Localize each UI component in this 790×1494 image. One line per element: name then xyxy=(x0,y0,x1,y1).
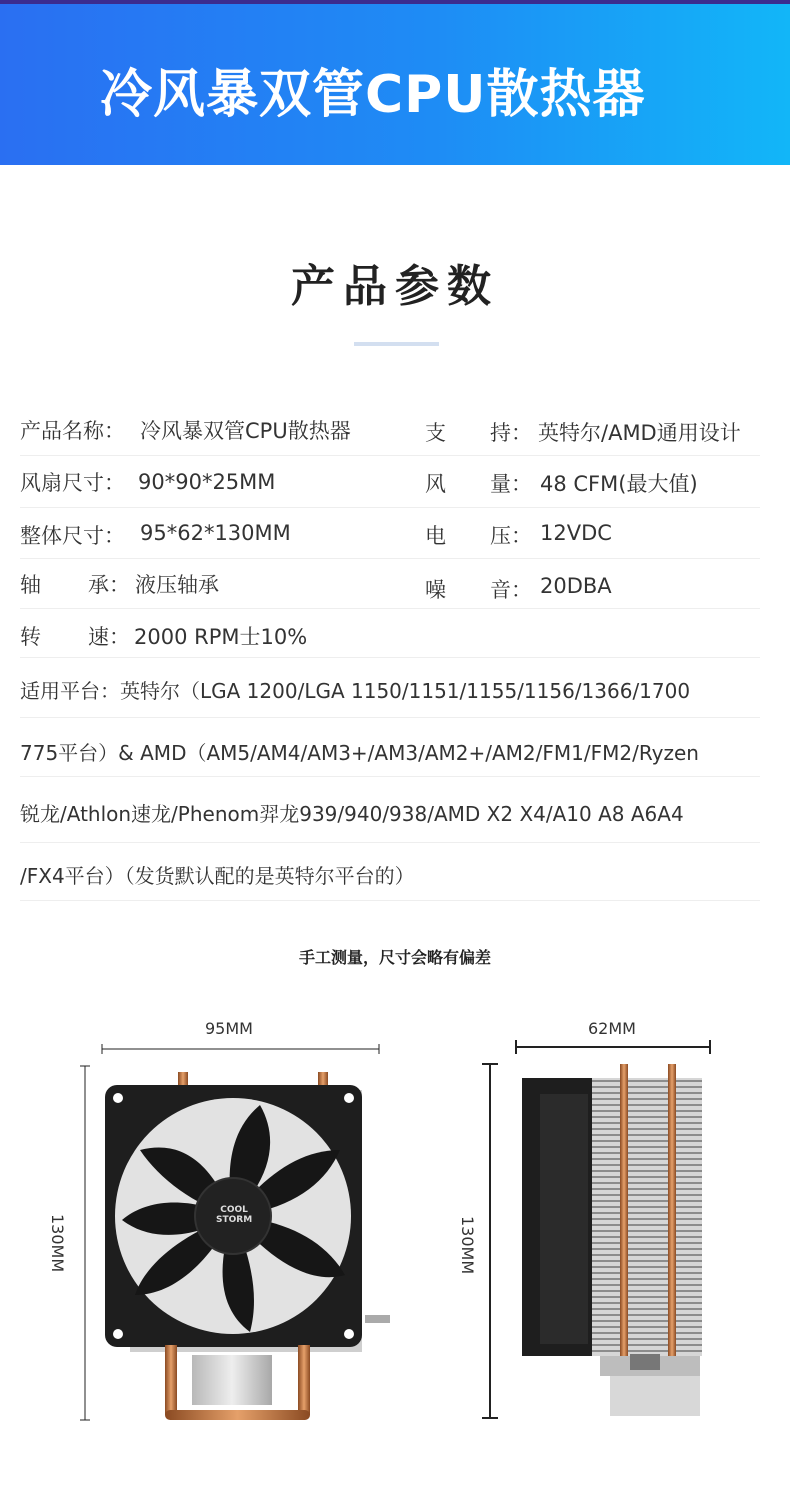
spec-speed-value: 2000 RPM士10% xyxy=(134,625,308,649)
measurement-note: 手工测量，尺寸会略有偏差 xyxy=(298,948,491,967)
spec-bearing-label-a: 轴 xyxy=(20,573,41,597)
spec-noise-label-a: 噪 xyxy=(425,578,446,602)
front-width-label: 95MM xyxy=(205,1019,253,1038)
spec-airflow-label-a: 风 xyxy=(425,472,446,496)
spec-voltage-value: 12VDC xyxy=(540,521,612,545)
spec-airflow-label-b: 量： xyxy=(490,472,532,496)
spec-platform-line-2: 775平台）& AMD（AM5/AM4/AM3+/AM3/AM2+/AM2/FM1/FM2/Ryzen xyxy=(20,741,699,765)
spec-name-label: 产品名称： xyxy=(20,419,125,443)
spec-support-value: 英特尔/AMD通用设计 xyxy=(538,421,741,445)
spec-speed-label-a: 转 xyxy=(20,625,41,649)
spec-fan-size-value: 90*90*25MM xyxy=(138,470,276,494)
spec-overall-value: 95*62*130MM xyxy=(140,521,291,545)
fan-logo xyxy=(216,1205,252,1225)
spec-bearing-value: 液压轴承 xyxy=(135,573,219,597)
spec-platform-line-4: /FX4平台）（发货默认配的是英特尔平台的） xyxy=(20,864,415,888)
front-height-label: 130MM xyxy=(48,1214,67,1273)
fan-logo-line-1: COOL xyxy=(220,1205,248,1215)
cooler-front-view xyxy=(100,1070,390,1425)
spec-bearing-label-b: 承： xyxy=(88,573,130,597)
spec-voltage-label-a: 电 xyxy=(425,524,446,548)
spec-overall-label: 整体尺寸： xyxy=(20,524,125,548)
section-title: 产品参数 xyxy=(291,261,499,312)
spec-platform-line-3: 锐龙/Athlon速龙/Phenom羿龙939/940/938/AMD X2 X4/A10 A8 A6A4 xyxy=(20,802,684,826)
side-width-label: 62MM xyxy=(588,1019,636,1038)
side-height-label: 130MM xyxy=(458,1216,477,1275)
spec-platform-line-1: 适用平台：英特尔（LGA 1200/LGA 1150/1151/1155/1156/1366/1700 xyxy=(20,679,691,703)
spec-support-label-a: 支 xyxy=(425,421,446,445)
spec-support-label-b: 持： xyxy=(490,421,532,445)
spec-noise-value: 20DBA xyxy=(540,574,612,598)
cooler-side-view xyxy=(520,1064,710,1420)
spec-name-value: 冷风暴双管CPU散热器 xyxy=(140,419,351,443)
spec-noise-label-b: 音： xyxy=(490,578,532,602)
spec-airflow-value: 48 CFM(最大值) xyxy=(540,472,698,496)
fan-logo-line-2: STORM xyxy=(216,1215,253,1225)
banner-title: 冷风暴双管CPU散热器 xyxy=(100,65,646,125)
spec-speed-label-b: 速： xyxy=(88,625,130,649)
spec-voltage-label-b: 压： xyxy=(490,524,532,548)
spec-fan-size-label: 风扇尺寸： xyxy=(20,471,125,495)
